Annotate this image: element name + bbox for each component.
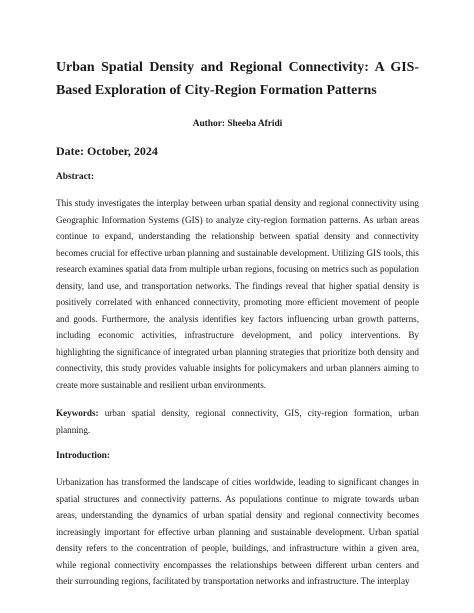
author-line: Author: Sheeba Afridi [192, 119, 283, 129]
paper-title: Urban Spatial Density and Regional Connectivity: A GIS-Based Exploration of City-Region Formation Patterns [56, 60, 419, 98]
keywords-text: urban spatial density, regional connectivity, GIS, city-region formation, urban planning. [56, 408, 419, 435]
abstract-heading: Abstract: [56, 172, 95, 182]
abstract-text: This study investigates the interplay between urban spatial density and regional connectivity using Geographic Information Systems (GIS) to analyze city-region formation patterns. As urban areas continue to expand, understanding the relationship between spatial density and connectivity becomes crucial for effective urban planning and sustainable development. Utilizing GIS tools, this research examines spatial data from multiple urban regions, focusing on metrics such as population density, land use, and transportation networks. The findings reveal that higher spatial density is positively correlated with enhanced connectivity, promoting more efficient movement of people and goods. Furthermore, the analysis identifies key factors influencing urban growth patterns, including economic activities, infrastructure development, and policy interventions. By highlighting the significance of integrated urban planning strategies that prioritize both density and connectivity, this study provides valuable insights for policymakers and urban planners aiming to create more sustainable and resilient urban environments. [56, 198, 419, 390]
date-line: Date: October, 2024 [56, 144, 158, 158]
introduction-text: Urbanization has transformed the landscape of cities worldwide, leading to significant changes in spatial structures and connectivity patterns. As populations continue to migrate towards urban areas, understanding the dynamics of urban spatial density and regional connectivity becomes increasingly important for effective urban planning and sustainable development. Urban spatial density refers to the concentration of people, buildings, and infrastructure within a given area, while regional connectivity encompasses the relationships between different urban centers and their surrounding regions, facilitated by transportation networks and infrastructure. The interplay [56, 477, 419, 586]
introduction-heading: Introduction: [56, 451, 111, 461]
keywords-label: Keywords: [56, 408, 99, 418]
keywords-paragraph [56, 405, 419, 438]
paper-page [56, 56, 419, 590]
